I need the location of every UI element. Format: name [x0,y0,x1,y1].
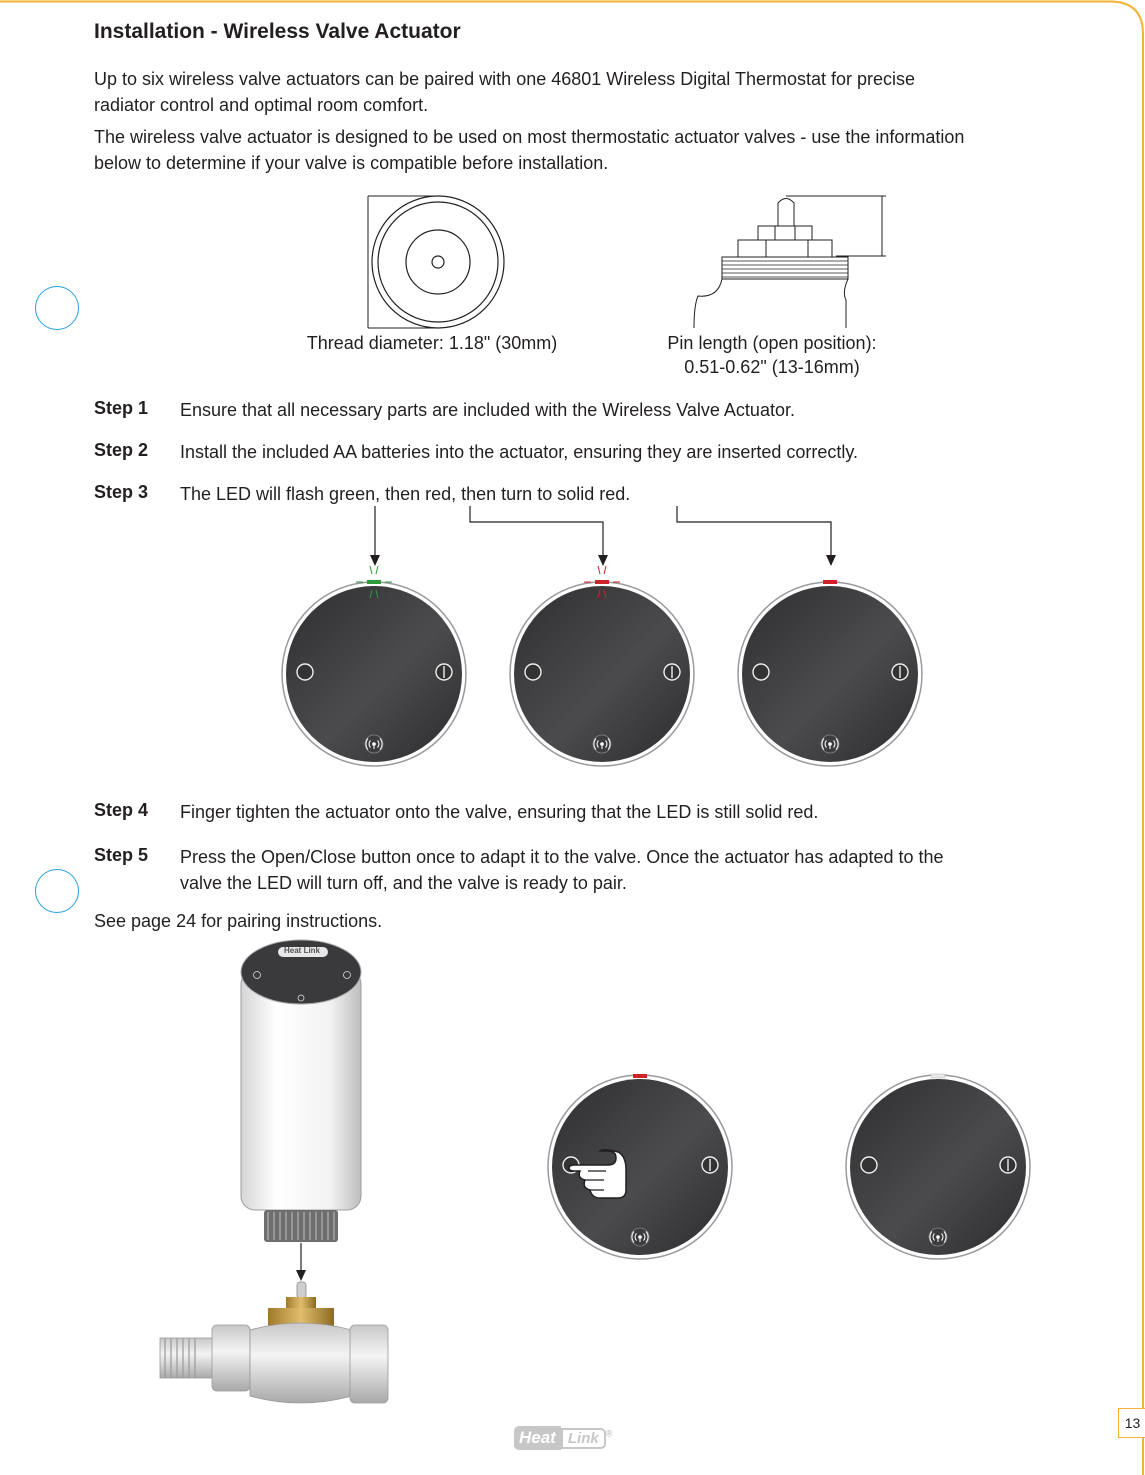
step-2-label: Step 2 [94,440,149,460]
heatlink-logo: Heat Link ® [514,1426,634,1452]
step-4-text: Finger tighten the actuator onto the valve, ensuring that the LED is still solid red. [180,802,819,822]
actuator-to-valve-arrow [296,1243,306,1281]
pin-length-caption: Pin length (open position): 0.51-0.62" (13-16mm) [667,333,877,377]
intro-paragraph-1: Up to six wireless valve actuators can be paired with one 46801 Wireless Digital Thermostat for precise radiator control and optimal room comfort. [94,69,916,115]
step-2-text: Install the included AA batteries into the actuator, ensuring they are inserted correctly. [180,442,859,462]
thermostatic-valve [160,1282,388,1403]
step-5-label: Step 5 [94,845,149,865]
intro-paragraph-2: The wireless valve actuator is designed to be used on most thermostatic actuator valves - use the information below to determine if your valve is compatible before installation. [94,127,965,173]
thread-diameter-caption: Thread diameter: 1.18" (30mm) [306,333,558,353]
step-1-label: Step 1 [94,398,149,418]
page-number: 13 [1118,1408,1145,1438]
step-3-text: The LED will flash green, then red, then turn to solid red. [180,484,631,504]
actuator-body [241,940,361,1242]
actuator-logo: Heat Link [283,946,321,955]
actuator-face-press-button [548,1074,732,1259]
actuator-face-led-off [846,1074,1030,1259]
pairing-reference: See page 24 for pairing instructions. [94,911,383,931]
step-5-text: Press the Open/Close button once to adapt it to the valve. Once the actuator has adapted to the valve the LED will turn off, and the valve is ready to pair. [180,847,944,893]
step-1-text: Ensure that all necessary parts are included with the Wireless Valve Actuator. [180,400,795,420]
page-title: Installation - Wireless Valve Actuator [94,20,461,43]
step-4-label: Step 4 [94,800,149,820]
step-3-label: Step 3 [94,482,149,502]
